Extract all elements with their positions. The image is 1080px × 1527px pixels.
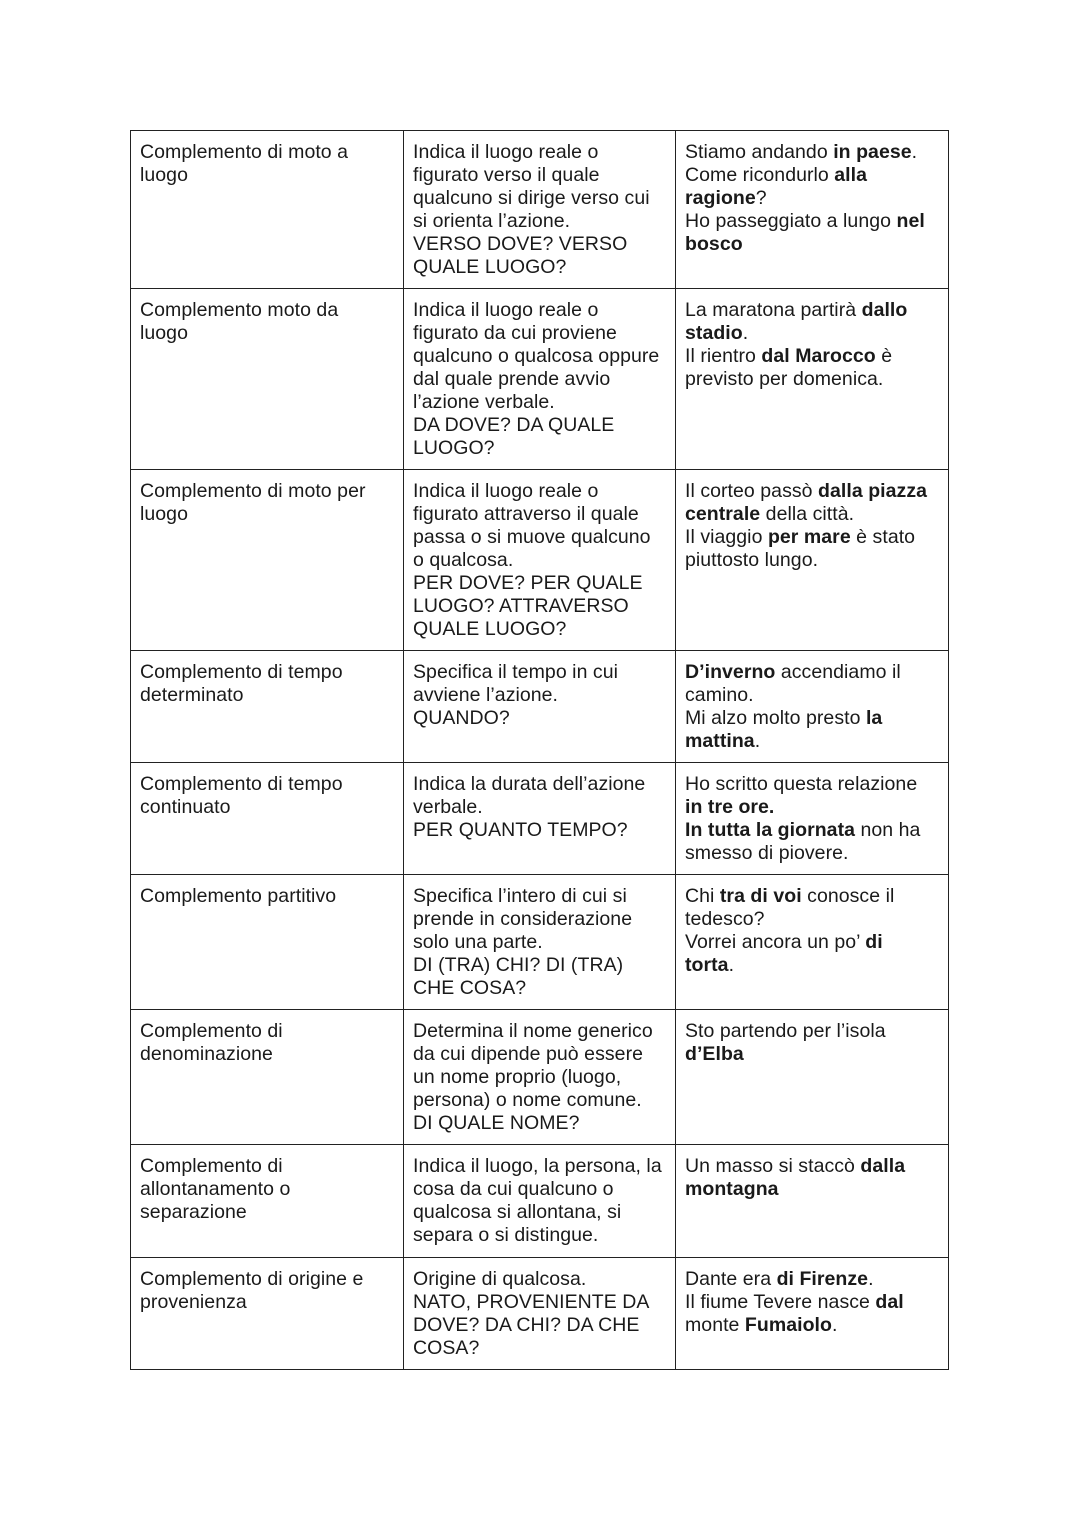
name-line: separazione bbox=[140, 1201, 247, 1223]
example-text: Come ricondurlo bbox=[685, 164, 835, 186]
example-text: non ha bbox=[855, 819, 921, 841]
example-text: La maratona partirà bbox=[685, 299, 862, 321]
example-text: . bbox=[832, 1314, 838, 1336]
example-text: monte bbox=[685, 1314, 745, 1336]
example-line bbox=[685, 322, 940, 345]
description-line: PER DOVE? PER QUALE bbox=[413, 572, 643, 594]
example-line bbox=[685, 368, 940, 391]
example-line bbox=[685, 526, 940, 549]
example-line bbox=[685, 233, 940, 256]
example-line bbox=[685, 661, 940, 684]
example-highlight: dallo bbox=[861, 299, 908, 321]
example-text: Stiamo andando bbox=[685, 141, 834, 163]
example-line bbox=[685, 345, 940, 368]
complement-description-cell bbox=[404, 289, 676, 470]
complement-description-cell bbox=[404, 763, 676, 875]
example-line bbox=[685, 1043, 940, 1066]
example-text: è bbox=[875, 345, 893, 367]
example-highlight: bosco bbox=[685, 233, 743, 255]
complement-example-cell bbox=[676, 763, 949, 875]
complement-example-cell bbox=[676, 131, 949, 289]
example-text: Vorrei ancora un po’ bbox=[685, 931, 866, 953]
complement-name-cell bbox=[131, 763, 404, 875]
example-text: tedesco? bbox=[685, 908, 765, 930]
description-line: Indica il luogo reale o bbox=[413, 299, 599, 321]
name-line: allontanamento o bbox=[140, 1178, 291, 1200]
table-row bbox=[131, 131, 949, 289]
name-line: luogo bbox=[140, 164, 188, 186]
example-text: Il viaggio bbox=[685, 526, 768, 548]
description-line: Origine di qualcosa. bbox=[413, 1268, 587, 1290]
description-line: QUALE LUOGO? bbox=[413, 256, 567, 278]
example-line bbox=[685, 503, 940, 526]
example-highlight: torta bbox=[685, 954, 729, 976]
example-highlight: mattina bbox=[685, 730, 755, 752]
description-line: figurato verso il quale bbox=[413, 164, 600, 186]
description-line: Indica il luogo reale o bbox=[413, 141, 599, 163]
complement-name-cell bbox=[131, 651, 404, 763]
example-text: . bbox=[754, 730, 761, 752]
example-line bbox=[685, 707, 940, 730]
name-line: Complemento di tempo bbox=[140, 773, 343, 795]
example-line bbox=[685, 299, 940, 322]
example-line bbox=[685, 210, 940, 233]
example-text: . bbox=[911, 141, 918, 163]
example-text: Chi bbox=[685, 885, 720, 907]
name-line: Complemento partitivo bbox=[140, 885, 337, 907]
complement-description-cell bbox=[404, 1010, 676, 1145]
description-line: NATO, PROVENIENTE DA bbox=[413, 1291, 650, 1313]
description-line: prende in considerazione bbox=[413, 908, 633, 930]
example-highlight: alla bbox=[834, 164, 868, 186]
example-text: accendiamo il bbox=[775, 661, 901, 683]
complement-name-cell bbox=[131, 289, 404, 470]
example-line bbox=[685, 684, 940, 707]
example-line bbox=[685, 141, 940, 164]
description-line: DI QUALE NOME? bbox=[413, 1112, 580, 1134]
example-text: Dante era bbox=[685, 1268, 777, 1290]
name-line: Complemento di moto per bbox=[140, 480, 366, 502]
description-line: solo una parte. bbox=[413, 931, 543, 953]
complement-name-cell bbox=[131, 875, 404, 1010]
description-line: Determina il nome generico bbox=[413, 1020, 653, 1042]
example-line bbox=[685, 819, 940, 842]
example-line bbox=[685, 549, 940, 572]
name-line: Complemento di bbox=[140, 1020, 283, 1042]
name-line: determinato bbox=[140, 684, 244, 706]
description-line: DOVE? DA CHI? DA CHE bbox=[413, 1314, 640, 1336]
name-line: denominazione bbox=[140, 1043, 273, 1065]
description-line: o qualcosa. bbox=[413, 549, 514, 571]
complement-example-cell bbox=[676, 1145, 949, 1258]
example-line bbox=[685, 1178, 940, 1201]
description-line: QUANDO? bbox=[413, 707, 510, 729]
example-highlight: la bbox=[865, 707, 883, 729]
table-row bbox=[131, 875, 949, 1010]
example-line bbox=[685, 1268, 940, 1291]
complement-description-cell bbox=[404, 1258, 676, 1370]
example-line bbox=[685, 842, 940, 865]
complement-description-cell bbox=[404, 651, 676, 763]
complement-name-cell bbox=[131, 1145, 404, 1258]
description-line: COSA? bbox=[413, 1337, 480, 1359]
complement-name-cell bbox=[131, 1010, 404, 1145]
complement-example-cell bbox=[676, 470, 949, 651]
complement-description-cell bbox=[404, 131, 676, 289]
example-text: Sto partendo per l’isola bbox=[685, 1020, 886, 1042]
example-line bbox=[685, 1155, 940, 1178]
name-line: continuato bbox=[140, 796, 231, 818]
complement-example-cell bbox=[676, 289, 949, 470]
description-line: cosa da cui qualcuno o bbox=[413, 1178, 614, 1200]
example-line bbox=[685, 773, 940, 796]
description-line: figurato attraverso il quale bbox=[413, 503, 639, 525]
description-line: DA DOVE? DA QUALE bbox=[413, 414, 615, 436]
name-line: Complemento di bbox=[140, 1155, 283, 1177]
description-line: qualcuno o qualcosa oppure bbox=[413, 345, 660, 367]
name-line: luogo bbox=[140, 322, 188, 344]
example-highlight: D’inverno bbox=[685, 661, 776, 683]
example-text: Il corteo passò bbox=[685, 480, 819, 502]
example-text: della città. bbox=[760, 503, 855, 525]
description-line: QUALE LUOGO? bbox=[413, 618, 567, 640]
description-line: separa o si distingue. bbox=[413, 1224, 599, 1246]
example-highlight: dalla bbox=[860, 1155, 906, 1177]
description-line: dal quale prende avvio bbox=[413, 368, 611, 390]
description-line: Specifica il tempo in cui bbox=[413, 661, 619, 683]
description-line: avviene l’azione. bbox=[413, 684, 559, 706]
table-row bbox=[131, 1010, 949, 1145]
description-line: da cui dipende può essere bbox=[413, 1043, 644, 1065]
example-highlight: di bbox=[865, 931, 883, 953]
description-line: Indica il luogo reale o bbox=[413, 480, 599, 502]
description-line: Indica il luogo, la persona, la bbox=[413, 1155, 662, 1177]
example-highlight: In tutta la giornata bbox=[685, 819, 856, 841]
description-line: VERSO DOVE? VERSO bbox=[413, 233, 628, 255]
complement-example-cell bbox=[676, 651, 949, 763]
table-row bbox=[131, 651, 949, 763]
example-highlight: dal Marocco bbox=[761, 345, 876, 367]
table-row bbox=[131, 470, 949, 651]
example-text: camino. bbox=[685, 684, 754, 706]
name-line: Complemento di origine e bbox=[140, 1268, 364, 1290]
description-line: qualcuno si dirige verso cui bbox=[413, 187, 650, 209]
complement-example-cell bbox=[676, 1258, 949, 1370]
example-highlight: per mare bbox=[767, 526, 851, 548]
example-line bbox=[685, 480, 940, 503]
example-text: Mi alzo molto presto bbox=[685, 707, 866, 729]
example-line bbox=[685, 954, 940, 977]
example-text: Il fiume Tevere nasce bbox=[685, 1291, 876, 1313]
table-row bbox=[131, 1258, 949, 1370]
complement-name-cell bbox=[131, 1258, 404, 1370]
example-highlight: montagna bbox=[685, 1178, 779, 1200]
complement-description-cell bbox=[404, 875, 676, 1010]
table-row bbox=[131, 1145, 949, 1258]
example-text: smesso di piovere. bbox=[685, 842, 849, 864]
complement-example-cell bbox=[676, 1010, 949, 1145]
description-line: si orienta l’azione. bbox=[413, 210, 571, 232]
example-highlight: dalla piazza bbox=[818, 480, 928, 502]
example-highlight: stadio bbox=[685, 322, 743, 344]
example-text: Il rientro bbox=[685, 345, 762, 367]
description-line: passa o si muove qualcuno bbox=[413, 526, 651, 548]
example-text: Un masso si staccò bbox=[685, 1155, 861, 1177]
example-highlight: Fumaiolo bbox=[744, 1314, 832, 1336]
description-line: DI (TRA) CHI? DI (TRA) bbox=[413, 954, 624, 976]
name-line: provenienza bbox=[140, 1291, 247, 1313]
description-line: Specifica l’intero di cui si bbox=[413, 885, 627, 907]
description-line: LUOGO? bbox=[413, 437, 495, 459]
description-line: figurato da cui proviene bbox=[413, 322, 617, 344]
example-text: . bbox=[742, 322, 749, 344]
name-line: Complemento di moto a bbox=[140, 141, 349, 163]
example-text: Ho passeggiato a lungo bbox=[685, 210, 897, 232]
complements-table bbox=[130, 130, 949, 1370]
name-line: Complemento moto da bbox=[140, 299, 339, 321]
complement-name-cell bbox=[131, 470, 404, 651]
name-line: Complemento di tempo bbox=[140, 661, 343, 683]
example-line bbox=[685, 187, 940, 210]
example-highlight: nel bbox=[896, 210, 925, 232]
example-text: ? bbox=[755, 187, 767, 209]
example-line bbox=[685, 931, 940, 954]
table-body bbox=[131, 131, 949, 1370]
description-line: Indica la durata dell’azione bbox=[413, 773, 646, 795]
table-row bbox=[131, 289, 949, 470]
complement-description-cell bbox=[404, 470, 676, 651]
complement-name-cell bbox=[131, 131, 404, 289]
example-highlight: tra di voi bbox=[719, 885, 802, 907]
example-highlight: in tre ore. bbox=[685, 796, 775, 818]
example-highlight: d’Elba bbox=[685, 1043, 744, 1065]
document-page bbox=[130, 130, 948, 1370]
description-line: un nome proprio (luogo, bbox=[413, 1066, 622, 1088]
table-row bbox=[131, 763, 949, 875]
example-line bbox=[685, 164, 940, 187]
description-line: PER QUANTO TEMPO? bbox=[413, 819, 628, 841]
example-text: . bbox=[868, 1268, 874, 1290]
example-highlight: dal bbox=[875, 1291, 904, 1313]
example-line bbox=[685, 1291, 940, 1314]
example-highlight: in paese bbox=[833, 141, 912, 163]
name-line: luogo bbox=[140, 503, 188, 525]
description-line: l’azione verbale. bbox=[413, 391, 555, 413]
example-line bbox=[685, 908, 940, 931]
example-text: è stato bbox=[850, 526, 916, 548]
example-line bbox=[685, 1314, 940, 1337]
example-line bbox=[685, 730, 940, 753]
example-text: piuttosto lungo. bbox=[685, 549, 819, 571]
example-line bbox=[685, 1020, 940, 1043]
complement-description-cell bbox=[404, 1145, 676, 1258]
description-line: verbale. bbox=[413, 796, 483, 818]
example-line bbox=[685, 796, 940, 819]
example-highlight: ragione bbox=[685, 187, 756, 209]
example-highlight: centrale bbox=[685, 503, 761, 525]
complement-example-cell bbox=[676, 875, 949, 1010]
example-line bbox=[685, 885, 940, 908]
example-text: previsto per domenica. bbox=[685, 368, 884, 390]
example-text: conosce il bbox=[801, 885, 895, 907]
description-line: LUOGO? ATTRAVERSO bbox=[413, 595, 629, 617]
example-highlight: di Firenze bbox=[776, 1268, 869, 1290]
description-line: CHE COSA? bbox=[413, 977, 527, 999]
description-line: persona) o nome comune. bbox=[413, 1089, 642, 1111]
description-line: qualcosa si allontana, si bbox=[413, 1201, 622, 1223]
example-text: . bbox=[728, 954, 735, 976]
example-text: Ho scritto questa relazione bbox=[685, 773, 918, 795]
